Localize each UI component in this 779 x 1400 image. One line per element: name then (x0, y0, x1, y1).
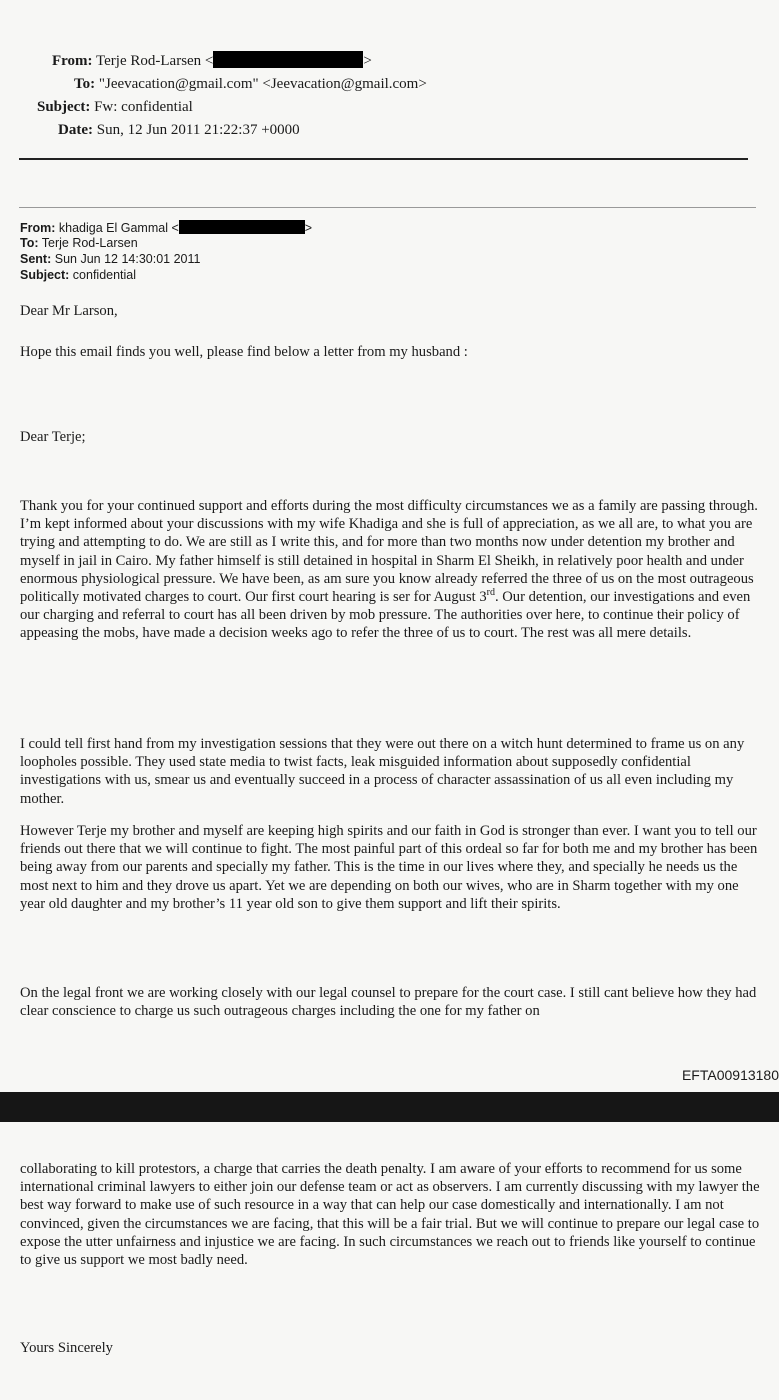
paragraph-1-part-b: . Our detention, our investigations and even our charging and referral to court has all been driven by mob pressure. The authorities over here, to continue their policy of appeasing the mobs, have made a decision weeks ago to refer the three of us to court. The rest was all mere details. (20, 589, 751, 642)
ordinal-suffix: rd (486, 587, 495, 599)
page-break-bar (0, 1092, 779, 1122)
inner-subject-value: confidential (72, 268, 137, 282)
outer-to-row (74, 73, 427, 96)
inner-sent-label: Sent: (20, 252, 52, 266)
outer-subject-label: Subject: (37, 99, 91, 115)
header-divider (19, 158, 748, 160)
inner-to-value: Terje Rod-Larsen (41, 236, 138, 250)
outer-from-value: Terje Rod-Larsen < (96, 53, 214, 69)
greeting-terje: Dear Terje; (20, 429, 86, 445)
outer-date-row (58, 119, 300, 142)
outer-from-close: > (363, 53, 372, 69)
inner-sent-value: Sun Jun 12 14:30:01 2011 (54, 252, 201, 266)
forward-divider (19, 207, 756, 208)
paragraph-1 (20, 497, 760, 643)
greeting-mr-larson: Dear Mr Larson, (20, 303, 118, 319)
inner-from-row (20, 220, 312, 236)
paragraph-5: collaborating to kill protestors, a charge that carries the death penalty. I am aware of your efforts to recommend for us some international criminal lawyers to either join our defense team or act as observers. I am currently discussing with my lawyer the best way forward to make use of such resource in a way that can help our case domestically and internationally. I am not convinced, given the circumstances we are facing, that this will be a fair trial. But we will continue to prepare our legal case to expose the utter unfairness and injustice we are facing. In such circumstances we reach out to friends like yourself to continue to give us support we most badly need. (20, 1161, 760, 1269)
inner-to-row (20, 236, 138, 251)
outer-to-value: "Jeevacation@gmail.com" <Jeevacation@gmail.com> (98, 76, 427, 92)
outer-date-value: Sun, 12 Jun 2011 21:22:37 +0000 (96, 122, 300, 138)
inner-subject-row (20, 268, 136, 283)
inner-sent-row (20, 252, 200, 267)
redaction-bar (179, 220, 305, 234)
paragraph-2: I could tell first hand from my investigation sessions that they were out there on a witch hunt determined to frame us on any loopholes possible. They used state media to twist facts, leak misguided information about supposedly confidential investigations with us, smear us and eventually succeed in a process of character assassination of us all even including my mother. (20, 736, 745, 807)
outer-subject-row (37, 96, 193, 119)
outer-from-row (52, 50, 372, 73)
inner-from-value: khadiga El Gammal < (58, 221, 179, 235)
inner-subject-label: Subject: (20, 268, 70, 282)
redaction-bar (213, 51, 363, 68)
inner-to-label: To: (20, 236, 39, 250)
outer-from-label: From: (52, 53, 93, 69)
outer-date-label: Date: (58, 122, 93, 138)
bates-number: EFTA00913180 (681, 1067, 779, 1083)
inner-from-close: > (304, 221, 313, 235)
paragraph-3: However Terje my brother and myself are keeping high spirits and our faith in God is stronger than ever. I want you to tell our friends out there that we will continue to fight. The most painful part of this ordeal so far for both me and my brother has been being away from our parents and specially my father. This is the time in our lives where they, and specially he needs us the most next to him and they drove us apart. Yet we are depending on both our wives, who are in Sharm together with my one year old daughter and my brother’s 11 year old son to give them support and lift their spirits. (20, 823, 758, 912)
outer-to-label: To: (74, 76, 96, 92)
outer-subject-value: Fw: confidential (94, 99, 193, 115)
closing: Yours Sincerely (20, 1340, 113, 1356)
inner-from-label: From: (20, 221, 56, 235)
paragraph-4: On the legal front we are working closely with our legal counsel to prepare for the court case. I still cant believe how they had clear conscience to charge us such outrageous charges including the one for my father on (20, 985, 757, 1020)
paragraph-1-part-a: Thank you for your continued support and efforts during the most difficulty circumstances we as a family are passing through. I’m kept informed about your discussions with my wife Khadiga and she is full of appreciation, as we all are, to what you are trying and attempting to do. We are still as I write this, and for more than two months now under detention my brother and myself in jail in Cairo. My father himself is still detained in hospital in Sharm El Sheikh, in relatively poor health and under enormous physiological pressure. We have been, as am sure you know already referred the three of us on the most outrageous politically motivated charges to court. Our first court hearing is ser for August 3 (20, 498, 758, 606)
intro-line: Hope this email finds you well, please find below a letter from my husband : (20, 344, 468, 360)
